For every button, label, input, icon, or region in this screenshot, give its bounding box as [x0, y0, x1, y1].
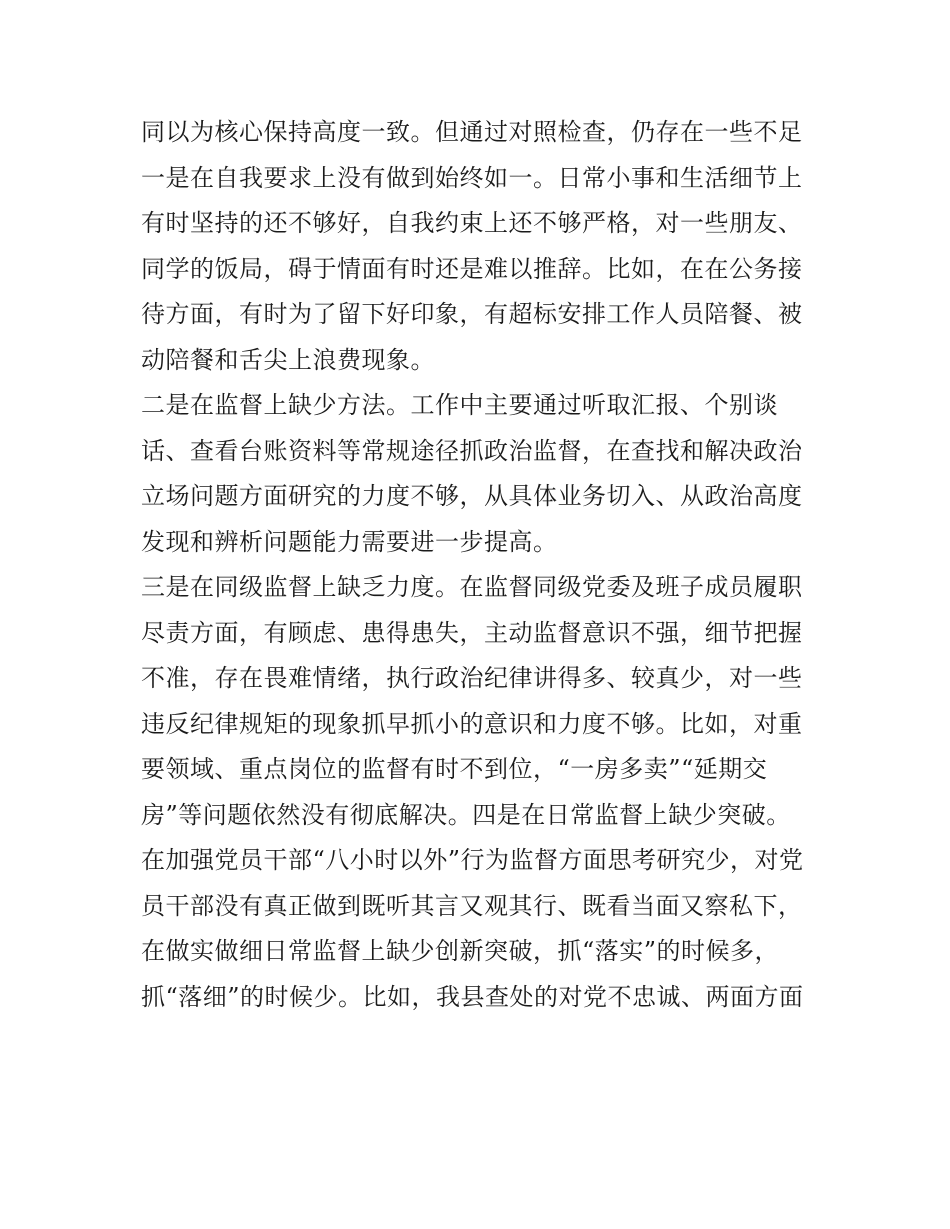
text-line: 要领域、重点岗位的监督有时不到位，“一房多卖”“延期交 — [141, 755, 768, 783]
text-line: 有时坚持的还不够好，自我约束上还不够严格，对一些朋友、 — [141, 209, 803, 237]
text-line: 待方面，有时为了留下好印象，有超标安排工作人员陪餐、被 — [141, 300, 803, 328]
text-line: 同学的饭局，碍于情面有时还是难以推辞。比如，在在公务接 — [141, 254, 803, 283]
text-line: 同以为核心保持高度一致。但通过对照检查，仍存在一些不足 — [141, 118, 803, 146]
text-line: 动陪餐和舌尖上浪费现象。 — [141, 345, 435, 374]
text-line: 尽责方面，有顾虑、患得患失，主动监督意识不强，细节把握 — [141, 618, 803, 647]
text-line: 员干部没有真正做到既听其言又观其行、既看当面又察私下， — [141, 891, 803, 920]
text-line: 三是在同级监督上缺乏力度。在监督同级党委及班子成员履职 — [141, 573, 803, 601]
text-line: 抓“落细”的时候少。比如，我县查处的对党不忠诚、两面方面 — [141, 982, 804, 1011]
text-line: 在加强党员干部“八小时以外”行为监督方面思考研究少，对党 — [141, 846, 804, 874]
text-line: 立场问题方面研究的力度不够，从具体业务切入、从政治高度 — [141, 482, 803, 510]
text-line: 不准，存在畏难情绪，执行政治纪律讲得多、较真少，对一些 — [141, 664, 803, 692]
text-line: 二是在监督上缺少方法。工作中主要通过听取汇报、个别谈 — [141, 391, 778, 419]
text-line: 发现和辨析问题能力需要进一步提高。 — [141, 527, 558, 556]
text-line: 房”等问题依然没有彻底解决。四是在日常监督上缺少突破。 — [141, 800, 791, 829]
text-line: 违反纪律规矩的现象抓早抓小的意识和力度不够。比如，对重 — [141, 709, 803, 738]
text-line: 在做实做细日常监督上缺少创新突破，抓“落实”的时候多， — [141, 937, 780, 965]
text-line: 话、查看台账资料等常规途径抓政治监督，在查找和解决政治 — [141, 436, 803, 465]
text-line: 一是在自我要求上没有做到始终如一。日常小事和生活细节上 — [141, 163, 803, 192]
document-body — [141, 110, 821, 1020]
